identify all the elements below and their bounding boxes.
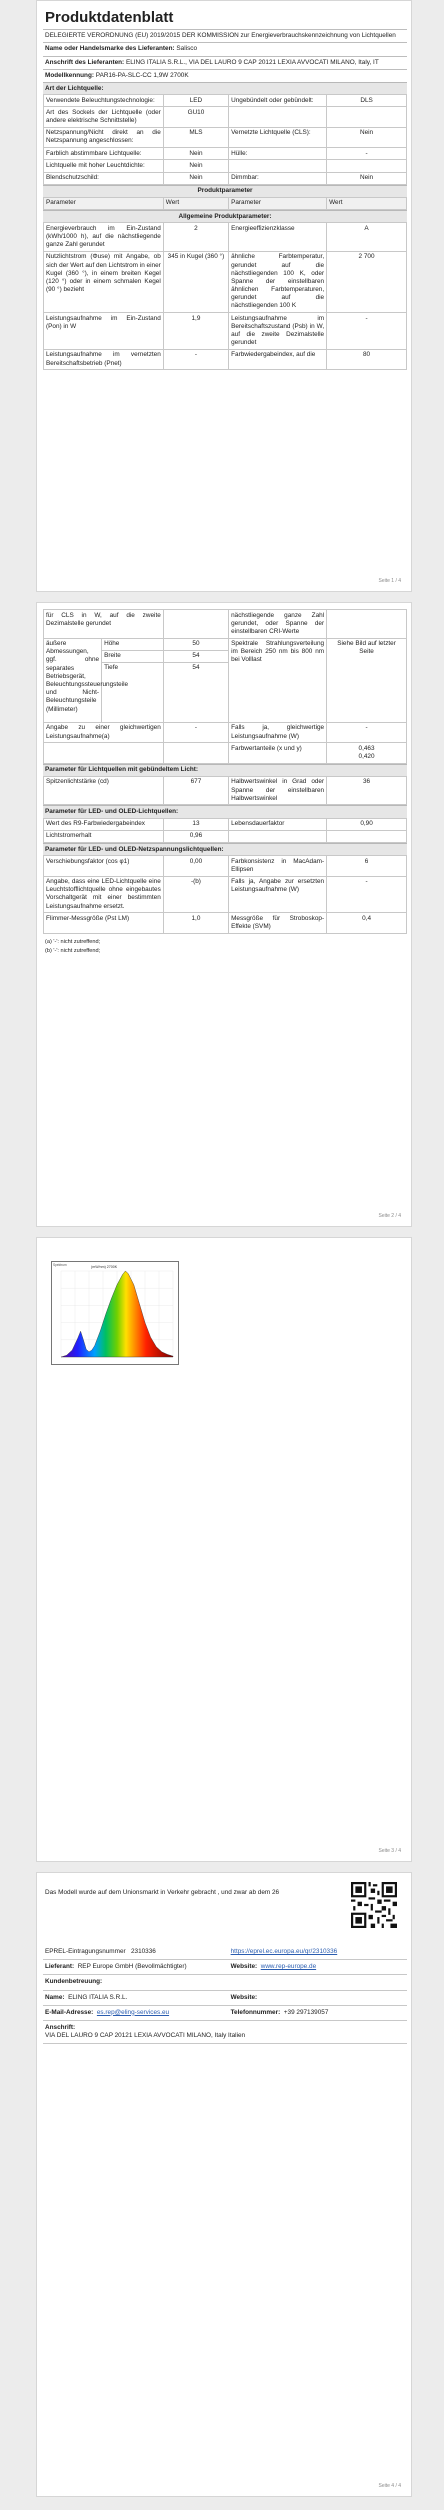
cell: - [327, 722, 407, 742]
cell: Leistungsaufnahme im vernetzten Bereitschaftsbetrieb (Pnet) [44, 349, 164, 369]
footnote-a: (a) '-': nicht zutreffend; [45, 938, 101, 945]
cell [163, 610, 228, 639]
cell: Energieverbrauch im Ein-Zustand (kWh/1000 h), auf die nächstliegende ganze Zahl gerundet [44, 223, 164, 252]
chart-legend: (mW/nm) 2700K [91, 1265, 118, 1269]
supplier-value: REP Europe GmbH (Bevollmächtigter) [77, 1963, 187, 1971]
cell: Farblich abstimmbare Lichtquelle: [44, 148, 164, 160]
cell: Falls ja, Angabe zur ersetzten Leistungsaufnahme (W) [229, 876, 327, 913]
directional-table [43, 776, 407, 806]
trademark-label: Name oder Handelsmarke des Lieferanten: [45, 45, 175, 53]
address-label: Anschrift: [45, 2023, 76, 2031]
cell: Blendschutzschild: [44, 172, 164, 184]
email-label: E-Mail-Adresse: [45, 2008, 94, 2016]
datasheet-page-3 [36, 1237, 412, 1862]
cell: 2 [163, 223, 228, 252]
table-row [43, 2020, 407, 2043]
cell: - [163, 349, 228, 369]
cell: ähnliche Farbtemperatur, gerundet auf die nächstliegenden 100 K, oder Spanne der einstellbaren ähnlichen Farbtemperaturen, gerundet auf die nächstliegenden 100 K [229, 251, 327, 312]
column-header: Wert [163, 197, 228, 209]
cell: Nein [163, 172, 228, 184]
led-heading: Parameter für LED- und OLED-Lichtquellen: [43, 805, 407, 817]
cell: Verschiebungsfaktor (cos φ1) [44, 856, 164, 876]
cell: Art des Sockels der Lichtquelle (oder andere elektrische Schnittstelle) [44, 107, 164, 127]
page-number: Seite 2 / 4 [378, 1212, 401, 1219]
cell: 0,4 [327, 913, 407, 933]
model-value: PAR16-PA-SLC-CC 1,9W 2700K [95, 71, 189, 79]
website-link[interactable]: www.rep-europe.de [260, 1963, 317, 1971]
phone-value: +39 297139057 [283, 2008, 329, 2016]
cell: Nein [327, 127, 407, 147]
datasheet-page-2 [36, 602, 412, 1227]
cell [163, 743, 228, 763]
cell: Flimmer-Messgröße (Pst LM) [44, 913, 164, 933]
cell: Falls ja, gleichwertige Leistungsaufnahme (W) [229, 722, 327, 742]
eprel-table [43, 1945, 407, 2044]
cell: DLS [327, 95, 407, 107]
table-row [44, 349, 407, 369]
cell: 1,0 [163, 913, 228, 933]
cell: 54 [163, 650, 228, 662]
cell: 0,96 [163, 830, 228, 842]
cell [327, 160, 407, 172]
model-row [43, 69, 407, 82]
table-row [44, 95, 407, 107]
table-row [44, 148, 407, 160]
table-header-row [44, 197, 407, 209]
customer-website-label: Website: [230, 1993, 258, 2001]
table-row [44, 172, 407, 184]
cell: 1,9 [163, 313, 228, 350]
table-row [44, 127, 407, 147]
cell: Tiefe [102, 662, 164, 722]
cell: Verwendete Beleuchtungstechnologie: [44, 95, 164, 107]
qr-code-icon[interactable] [351, 1882, 397, 1928]
cell: 2 700 [327, 251, 407, 312]
page-title: Produktdatenblatt [45, 9, 174, 26]
chart-caption: Spektrum [53, 1263, 67, 1267]
cell: Farbwiedergabeindex, auf die [229, 349, 327, 369]
cell: Spektrale Strahlungsverteilung im Bereich 250 nm bis 800 nm bei Volllast [229, 638, 327, 722]
address-label: Anschrift des Lieferanten: [45, 58, 125, 66]
spectrum-chart [51, 1261, 179, 1365]
led-table [43, 818, 407, 843]
datasheet-page-1 [36, 0, 412, 592]
footnote-b: (b) '-': nicht zutreffend; [45, 947, 101, 954]
cell: Lichtstromerhalt [44, 830, 164, 842]
column-header: Parameter [229, 197, 327, 209]
cell: Hülle: [229, 148, 327, 160]
cell: Leistungsaufnahme im Bereitschaftszustand (Psb) in W, auf die zweite Dezimalstelle gerundet [229, 313, 327, 350]
general-params-table [43, 222, 407, 370]
cell: Lichtquelle mit hoher Leuchtdichte: [44, 160, 164, 172]
cell: nächstliegende ganze Zahl gerundet, oder Spanne der einstellbaren CRI-Werte [229, 610, 327, 639]
cell: 345 in Kugel (360 °) [163, 251, 228, 312]
column-header: Parameter [44, 197, 164, 209]
mains-heading: Parameter für LED- und OLED-Netzspannungslichtquellen: [43, 843, 407, 855]
trademark-value: Salisco [176, 45, 198, 53]
table-row [44, 223, 407, 252]
cell: Dimmbar: [229, 172, 327, 184]
table-row [44, 818, 407, 830]
cell: Nein [163, 160, 228, 172]
cell: Messgröße für Stroboskop-Effekte (SVM) [229, 913, 327, 933]
cell: - [327, 313, 407, 350]
table-row [44, 160, 407, 172]
eprel-link[interactable]: https://eprel.ec.europa.eu/qr/2310336 [230, 1948, 338, 1955]
table-row [44, 856, 407, 876]
page-number: Seite 3 / 4 [378, 1847, 401, 1854]
market-text: Das Modell wurde auf dem Unionsmarkt in Verkehr gebracht , und zwar ab dem 26 [45, 1889, 280, 1896]
name-label: Name: [45, 1993, 65, 2001]
cell: -(b) [163, 876, 228, 913]
cell: MLS [163, 127, 228, 147]
cell: Halbwertswinkel in Grad oder Spanne der einstellbaren Halbwertswinkel [229, 776, 327, 805]
cell: - [327, 876, 407, 913]
cell: Energieeffizienzklasse [229, 223, 327, 252]
table-row [44, 638, 407, 650]
website-label: Website: [230, 1963, 258, 1971]
continued-params-table [43, 609, 407, 764]
table-row [44, 830, 407, 842]
cell: 54 [163, 662, 228, 722]
trademark-row [43, 42, 407, 55]
mains-table [43, 855, 407, 934]
light-source-type-table [43, 94, 407, 185]
cell [327, 830, 407, 842]
cell: Angabe, dass eine LED-Lichtquelle eine Leuchtstofflichtquelle ohne eingebautes Vorschaltgerät mit einer bestimmten Leistungsaufnahme ersetzt. [44, 876, 164, 913]
table-row [43, 1990, 407, 2005]
cell: 0,00 [163, 856, 228, 876]
cell: 80 [327, 349, 407, 369]
directional-heading: Parameter für Lichtquellen mit gebündeltem Licht: [43, 764, 407, 776]
cell: Ungebündelt oder gebündelt: [229, 95, 327, 107]
product-params-heading: Produktparameter [43, 185, 407, 197]
cell: Nein [327, 172, 407, 184]
light-source-type-heading: Art der Lichtquelle: [43, 82, 407, 94]
table-row [44, 313, 407, 350]
table-row [44, 743, 407, 763]
customer-service-heading: Kundenbetreuung: [45, 1978, 103, 1986]
general-params-heading: Allgemeine Produktparameter: [43, 210, 407, 222]
cell [327, 107, 407, 127]
cell: 0,90 [327, 818, 407, 830]
table-row [44, 913, 407, 933]
table-row [43, 1975, 407, 1990]
cell: Leistungsaufnahme im Ein-Zustand (Pon) in W [44, 313, 164, 350]
table-row [44, 107, 407, 127]
regulation-text: DELEGIERTE VERORDNUNG (EU) 2019/2015 DER KOMMISSION zur Energieverbrauchskennzeichnung von Lichtquellen [43, 29, 407, 42]
table-row [44, 776, 407, 805]
cell: Höhe [102, 638, 164, 650]
cell: 36 [327, 776, 407, 805]
phone-label: Telefonnummer: [230, 2008, 281, 2016]
cell: Lebensdauerfaktor [229, 818, 327, 830]
cell: Netzspannung/Nicht direkt an die Netzspannung angeschlossen: [44, 127, 164, 147]
cell [229, 830, 327, 842]
column-header: Wert [327, 197, 407, 209]
eprel-value: 2310336 [130, 1948, 156, 1955]
table-row [43, 1945, 407, 1960]
spectrum-chart-container [51, 1261, 179, 1365]
eprel-label: EPREL-Eintragungsnummer [45, 1948, 126, 1955]
cell: 677 [163, 776, 228, 805]
table-row [43, 1960, 407, 1975]
table-row [44, 722, 407, 742]
cell: 13 [163, 818, 228, 830]
cell: Farbwertanteile (x und y) [229, 743, 327, 763]
table-row [43, 2005, 407, 2020]
table-row [44, 876, 407, 913]
cell: äußere Abmessungen, ggf. ohne separates Betriebsgerät, Beleuchtungssteuerungsteile und Nicht-Beleuchtungsteile (Millimeter) [44, 638, 102, 722]
cell: Spitzenlichtstärke (cd) [44, 776, 164, 805]
cell [44, 743, 164, 763]
product-params-table [43, 197, 407, 210]
cell: A [327, 223, 407, 252]
datasheet-page-4 [36, 1872, 412, 2497]
cell: - [327, 148, 407, 160]
supplier-label: Lieferant: [45, 1963, 75, 1971]
cell: Vernetzte Lichtquelle (CLS): [229, 127, 327, 147]
page-number: Seite 1 / 4 [378, 577, 401, 584]
email-link[interactable]: es.rep@eling-services.eu [96, 2008, 170, 2016]
cell: - [163, 722, 228, 742]
cell [229, 107, 327, 127]
cell: Farbkonsistenz in MacAdam-Ellipsen [229, 856, 327, 876]
cell: 0,463 0,420 [327, 743, 407, 763]
cell: Nutzlichtstrom (Φuse) mit Angabe, ob sich der Wert auf den Lichtstrom in einer Kugel (360 °), in einem breiten Kegel (120 °) oder in einem schmalen Kegel (90 °) bezieht [44, 251, 164, 312]
address-value: ELING ITALIA S.R.L., VIA DEL LAURO 9 CAP 20121 LEXIA AVVOCATI MILANO, Italy, IT [125, 58, 379, 66]
cell: 50 [163, 638, 228, 650]
cell: GU10 [163, 107, 228, 127]
table-row [44, 251, 407, 312]
model-label: Modellkennung: [45, 71, 94, 79]
name-value: ELING ITALIA S.R.L. [68, 1993, 128, 2001]
cell: Angabe zu einer gleichwertigen Leistungsaufnahme(a) [44, 722, 164, 742]
cell: Nein [163, 148, 228, 160]
address-value: VIA DEL LAURO 9 CAP 20121 LEXIA AVVOCATI MILANO, Italy Italien [45, 2032, 246, 2040]
cell: LED [163, 95, 228, 107]
cell: Wert des R9-Farbwiedergabeindex [44, 818, 164, 830]
page-number: Seite 4 / 4 [378, 2482, 401, 2489]
cell [229, 160, 327, 172]
cell: für CLS in W, auf die zweite Dezimalstelle gerundet [44, 610, 164, 639]
cell: 6 [327, 856, 407, 876]
cell: Breite [102, 650, 164, 662]
cell: Siehe Bild auf letzter Seite [327, 638, 407, 722]
cell [327, 610, 407, 639]
address-row [43, 56, 407, 69]
table-row [44, 610, 407, 639]
